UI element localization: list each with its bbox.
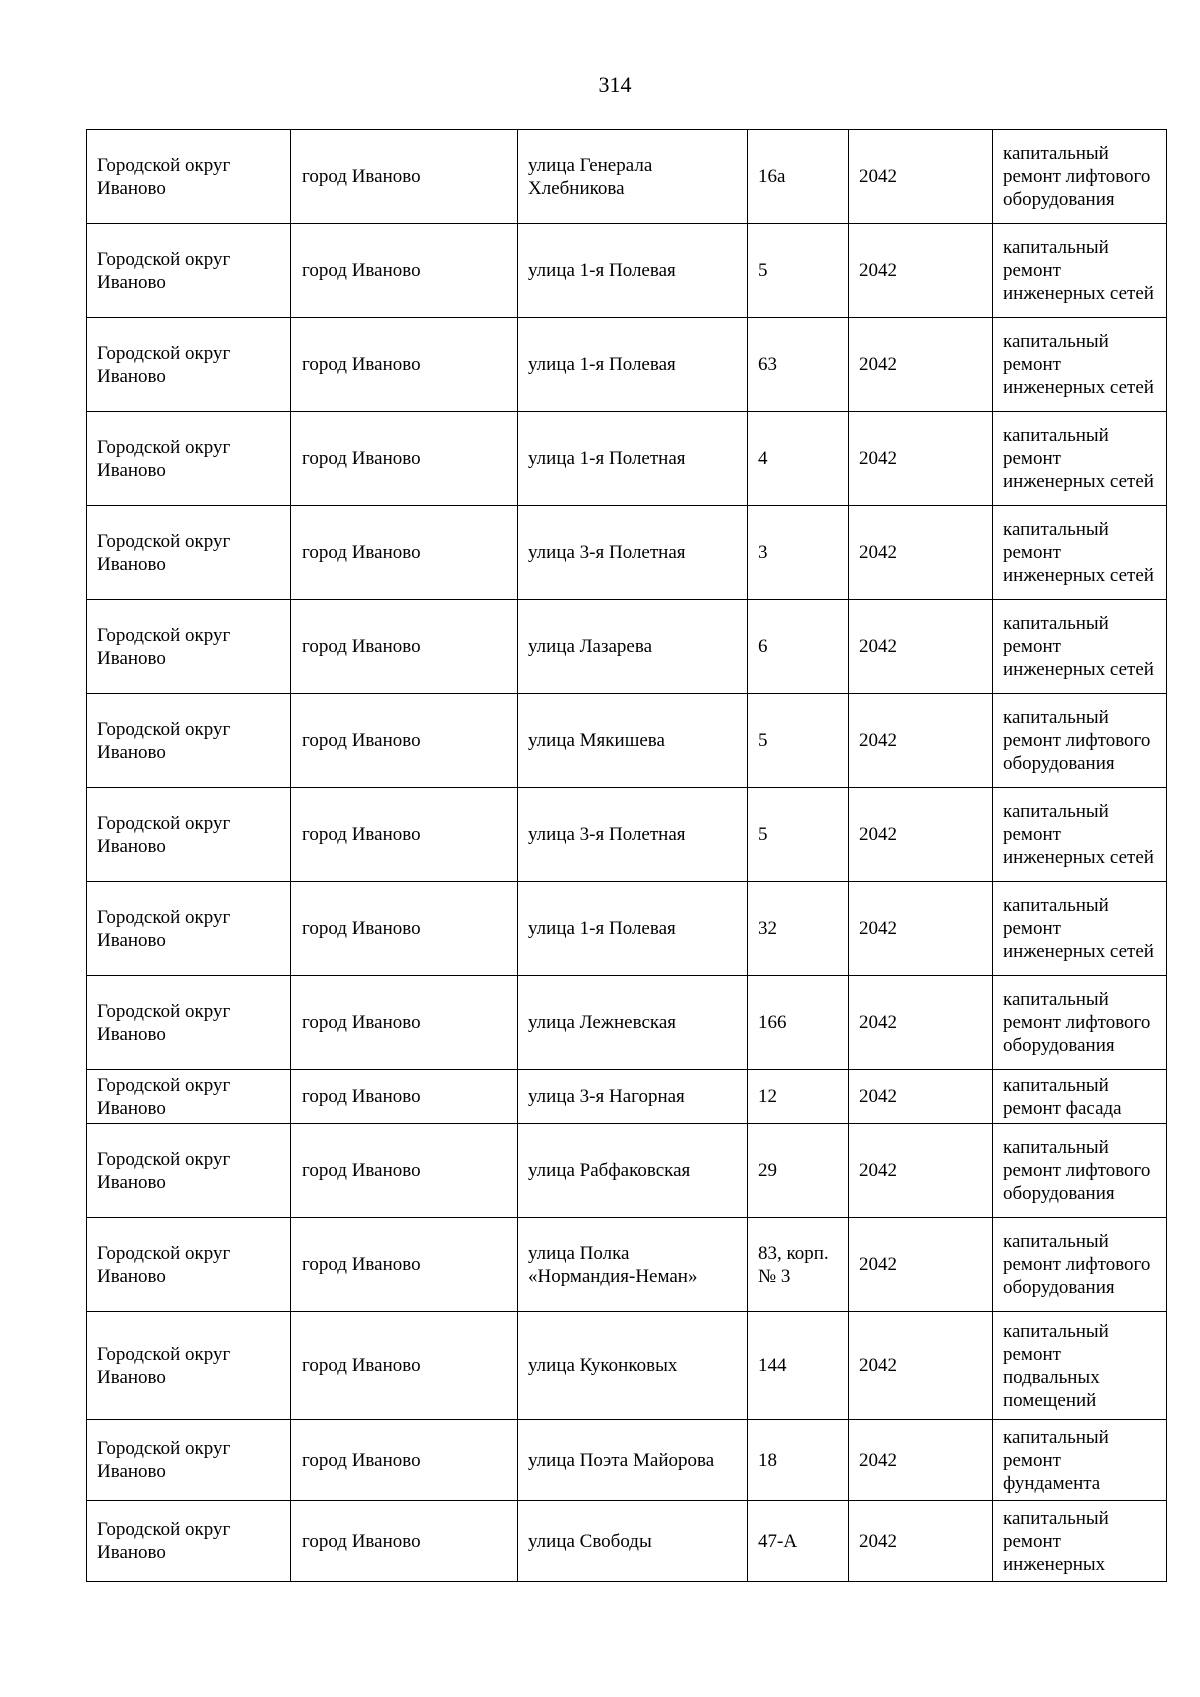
cell-locality-text: город Иваново: [302, 166, 421, 187]
cell-street: [518, 1420, 748, 1501]
cell-municipality: [87, 130, 291, 224]
cell-work-type: [993, 976, 1167, 1070]
cell-work-type-text: капитальный ремонт лифтового оборудования: [1003, 143, 1151, 210]
cell-street: [518, 506, 748, 600]
cell-municipality: [87, 788, 291, 882]
cell-year-text: 2042: [859, 1449, 897, 1471]
cell-house-number-text: 5: [758, 824, 768, 845]
cell-locality: [291, 694, 518, 788]
cell-year-text: 2042: [859, 1530, 897, 1552]
cell-work-type: [993, 1124, 1167, 1218]
cell-house-number-text: 6: [758, 636, 768, 657]
cell-locality-text: город Иваново: [302, 918, 421, 939]
cell-locality-text: город Иваново: [302, 1160, 421, 1181]
cell-locality-text: город Иваново: [302, 260, 421, 281]
cell-street-text: улица 1-я Полевая: [528, 354, 676, 375]
cell-work-type: [993, 1070, 1167, 1124]
cell-municipality-text: Городской округ Иваново: [97, 1148, 231, 1193]
cell-municipality-text: Городской округ Иваново: [97, 812, 231, 857]
cell-year-text: 2042: [859, 354, 897, 375]
cell-year: [849, 1124, 993, 1218]
cell-year-text: 2042: [859, 448, 897, 469]
table-row: [87, 1420, 1167, 1501]
cell-year: [849, 882, 993, 976]
cell-municipality: [87, 1070, 291, 1124]
cell-work-type: [993, 1420, 1167, 1501]
cell-municipality-text: Городской округ Иваново: [97, 1343, 231, 1388]
cell-year-text: 2042: [859, 1254, 897, 1275]
cell-house-number-text: 32: [758, 918, 777, 939]
cell-municipality: [87, 412, 291, 506]
cell-street: [518, 976, 748, 1070]
cell-work-type-text: капитальный ремонт инженерных сетей: [1003, 331, 1154, 398]
cell-street-text: улица Рабфаковская: [528, 1160, 691, 1181]
cell-municipality: [87, 882, 291, 976]
cell-street: [518, 1501, 748, 1582]
cell-street: [518, 600, 748, 694]
cell-locality-text: город Иваново: [302, 1530, 421, 1552]
cell-year-text: 2042: [859, 542, 897, 563]
cell-municipality-text: Городской округ Иваново: [97, 1074, 231, 1119]
cell-house-number-text: 3: [758, 542, 768, 563]
table-row: [87, 1501, 1167, 1582]
cell-house-number: [748, 412, 849, 506]
cell-work-type: [993, 600, 1167, 694]
cell-house-number: [748, 694, 849, 788]
cell-street: [518, 1312, 748, 1420]
cell-work-type-text: капитальный ремонт инженерных сетей: [1003, 425, 1154, 492]
cell-year: [849, 318, 993, 412]
cell-street-text: улица Куконковых: [528, 1355, 678, 1376]
cell-locality-text: город Иваново: [302, 824, 421, 845]
table-row: [87, 1218, 1167, 1312]
cell-house-number-text: 16а: [758, 166, 786, 187]
table-row: [87, 506, 1167, 600]
cell-locality-text: город Иваново: [302, 1254, 421, 1275]
cell-street: [518, 1070, 748, 1124]
cell-locality-text: город Иваново: [302, 542, 421, 563]
cell-municipality: [87, 600, 291, 694]
cell-house-number-text: 4: [758, 448, 768, 469]
cell-locality: [291, 788, 518, 882]
cell-locality-text: город Иваново: [302, 448, 421, 469]
cell-municipality: [87, 1501, 291, 1582]
cell-street-text: улица Лазарева: [528, 636, 653, 657]
cell-year: [849, 1070, 993, 1124]
page-number: 314: [598, 72, 632, 97]
cell-locality: [291, 506, 518, 600]
table-body: [87, 130, 1167, 1582]
cell-house-number: [748, 506, 849, 600]
table-row: [87, 882, 1167, 976]
cell-year: [849, 224, 993, 318]
cell-house-number-text: 144: [758, 1355, 787, 1376]
cell-work-type: [993, 318, 1167, 412]
cell-street: [518, 412, 748, 506]
cell-work-type: [993, 788, 1167, 882]
cell-municipality: [87, 1420, 291, 1501]
table-row: [87, 1312, 1167, 1420]
cell-municipality: [87, 318, 291, 412]
cell-street-text: улица Лежневская: [528, 1012, 676, 1033]
cell-street: [518, 318, 748, 412]
cell-house-number-text: 29: [758, 1160, 777, 1181]
cell-municipality: [87, 1218, 291, 1312]
cell-year-text: 2042: [859, 260, 897, 281]
cell-work-type-text: капитальный ремонт фасада: [1003, 1074, 1122, 1119]
cell-municipality-text: Городской округ Иваново: [97, 154, 231, 199]
cell-locality-text: город Иваново: [302, 1086, 421, 1107]
cell-work-type: [993, 412, 1167, 506]
cell-work-type-text: капитальный ремонт лифтового оборудования: [1003, 989, 1151, 1056]
cell-year: [849, 1312, 993, 1420]
cell-work-type-text: капитальный ремонт фундамента: [1003, 1426, 1109, 1494]
cell-locality-text: город Иваново: [302, 730, 421, 751]
cell-year: [849, 1218, 993, 1312]
cell-work-type-text: капитальный ремонт инженерных сетей: [1003, 519, 1154, 586]
cell-house-number: [748, 1501, 849, 1582]
cell-municipality-text: Городской округ Иваново: [97, 1000, 231, 1045]
cell-street-text: улица 3-я Полетная: [528, 542, 686, 563]
table-row: [87, 1070, 1167, 1124]
cell-house-number: [748, 1420, 849, 1501]
cell-locality: [291, 1501, 518, 1582]
cell-year: [849, 694, 993, 788]
cell-street: [518, 694, 748, 788]
cell-municipality: [87, 976, 291, 1070]
cell-street: [518, 1124, 748, 1218]
cell-locality-text: город Иваново: [302, 1449, 421, 1471]
cell-municipality-text: Городской округ Иваново: [97, 1242, 231, 1287]
cell-locality: [291, 1218, 518, 1312]
cell-work-type-text: капитальный ремонт лифтового оборудования: [1003, 1137, 1151, 1204]
cell-house-number-text: 47-А: [758, 1530, 798, 1552]
cell-work-type: [993, 130, 1167, 224]
cell-house-number-text: 18: [758, 1449, 777, 1471]
cell-house-number-text: 5: [758, 260, 768, 281]
cell-year-text: 2042: [859, 1012, 897, 1033]
cell-street-text: улица 3-я Полетная: [528, 824, 686, 845]
cell-locality: [291, 224, 518, 318]
cell-year-text: 2042: [859, 636, 897, 657]
cell-locality-text: город Иваново: [302, 354, 421, 375]
cell-locality: [291, 130, 518, 224]
cell-year: [849, 506, 993, 600]
table-row: [87, 412, 1167, 506]
cell-house-number: [748, 976, 849, 1070]
cell-house-number: [748, 1124, 849, 1218]
cell-municipality: [87, 694, 291, 788]
table-row: [87, 1124, 1167, 1218]
cell-municipality-text: Городской округ Иваново: [97, 342, 231, 387]
cell-work-type: [993, 882, 1167, 976]
table-row: [87, 788, 1167, 882]
cell-municipality: [87, 224, 291, 318]
cell-house-number: [748, 600, 849, 694]
cell-work-type: [993, 1312, 1167, 1420]
cell-street: [518, 788, 748, 882]
cell-year-text: 2042: [859, 824, 897, 845]
table-row: [87, 694, 1167, 788]
cell-locality: [291, 1124, 518, 1218]
cell-locality: [291, 318, 518, 412]
cell-locality: [291, 1420, 518, 1501]
cell-work-type-text: капитальный ремонт подвальных помещений: [1003, 1320, 1109, 1411]
cell-work-type-text: капитальный ремонт лифтового оборудования: [1003, 1231, 1151, 1298]
cell-locality: [291, 412, 518, 506]
cell-house-number-text: 5: [758, 730, 768, 751]
cell-locality: [291, 1070, 518, 1124]
cell-street: [518, 1218, 748, 1312]
cell-work-type-text: капитальный ремонт лифтового оборудования: [1003, 707, 1151, 774]
cell-work-type: [993, 506, 1167, 600]
cell-street-text: улица Поэта Майорова: [528, 1449, 715, 1471]
cell-work-type-text: капитальный ремонт инженерных: [1003, 1507, 1109, 1575]
cell-year: [849, 130, 993, 224]
cell-year-text: 2042: [859, 730, 897, 751]
table-row: [87, 600, 1167, 694]
cell-street: [518, 130, 748, 224]
cell-work-type-text: капитальный ремонт инженерных сетей: [1003, 801, 1154, 868]
cell-house-number: [748, 318, 849, 412]
cell-municipality: [87, 1124, 291, 1218]
cell-municipality-text: Городской округ Иваново: [97, 906, 231, 951]
cell-year-text: 2042: [859, 1160, 897, 1181]
cell-street: [518, 224, 748, 318]
cell-house-number: [748, 1312, 849, 1420]
cell-municipality-text: Городской округ Иваново: [97, 624, 231, 669]
cell-municipality: [87, 506, 291, 600]
table-row: [87, 318, 1167, 412]
cell-year-text: 2042: [859, 166, 897, 187]
cell-street-text: улица 1-я Полевая: [528, 260, 676, 281]
cell-year: [849, 788, 993, 882]
cell-house-number: [748, 1218, 849, 1312]
cell-year: [849, 1501, 993, 1582]
cell-street-text: улица 1-я Полевая: [528, 918, 676, 939]
cell-street-text: улица Мякишева: [528, 730, 665, 751]
cell-street: [518, 882, 748, 976]
cell-year: [849, 976, 993, 1070]
cell-house-number-text: 83, корп. № 3: [758, 1242, 829, 1287]
cell-house-number: [748, 788, 849, 882]
cell-year: [849, 600, 993, 694]
cell-house-number: [748, 882, 849, 976]
cell-municipality-text: Городской округ Иваново: [97, 436, 231, 481]
cell-municipality-text: Городской округ Иваново: [97, 1438, 231, 1482]
cell-locality-text: город Иваново: [302, 1012, 421, 1033]
cell-locality: [291, 882, 518, 976]
cell-work-type: [993, 694, 1167, 788]
cell-locality-text: город Иваново: [302, 1355, 421, 1376]
cell-municipality: [87, 1312, 291, 1420]
cell-street-text: улица 3-я Нагорная: [528, 1086, 685, 1107]
cell-locality: [291, 976, 518, 1070]
cell-year-text: 2042: [859, 918, 897, 939]
cell-municipality-text: Городской округ Иваново: [97, 248, 231, 293]
cell-street-text: улица Свободы: [528, 1530, 652, 1552]
cell-work-type-text: капитальный ремонт инженерных сетей: [1003, 613, 1154, 680]
cell-work-type-text: капитальный ремонт инженерных сетей: [1003, 237, 1154, 304]
cell-work-type-text: капитальный ремонт инженерных сетей: [1003, 895, 1154, 962]
cell-municipality-text: Городской округ Иваново: [97, 1519, 231, 1563]
cell-street-text: улица Генерала Хлебникова: [528, 154, 653, 199]
table-row: [87, 976, 1167, 1070]
cell-house-number-text: 12: [758, 1086, 777, 1107]
table-row: [87, 224, 1167, 318]
cell-year-text: 2042: [859, 1086, 897, 1107]
cell-year: [849, 412, 993, 506]
cell-house-number: [748, 224, 849, 318]
cell-work-type: [993, 1218, 1167, 1312]
cell-street-text: улица Полка «Нормандия-Неман»: [528, 1242, 698, 1287]
cell-municipality-text: Городской округ Иваново: [97, 718, 231, 763]
cell-house-number: [748, 1070, 849, 1124]
cell-street-text: улица 1-я Полетная: [528, 448, 686, 469]
cell-locality: [291, 1312, 518, 1420]
repair-schedule-table: [86, 129, 1167, 1582]
table-row: [87, 130, 1167, 224]
cell-municipality-text: Городской округ Иваново: [97, 530, 231, 575]
cell-work-type: [993, 224, 1167, 318]
cell-work-type: [993, 1501, 1167, 1582]
cell-locality: [291, 600, 518, 694]
cell-locality-text: город Иваново: [302, 636, 421, 657]
cell-house-number-text: 63: [758, 354, 777, 375]
cell-year: [849, 1420, 993, 1501]
cell-house-number: [748, 130, 849, 224]
cell-house-number-text: 166: [758, 1012, 787, 1033]
cell-year-text: 2042: [859, 1355, 897, 1376]
